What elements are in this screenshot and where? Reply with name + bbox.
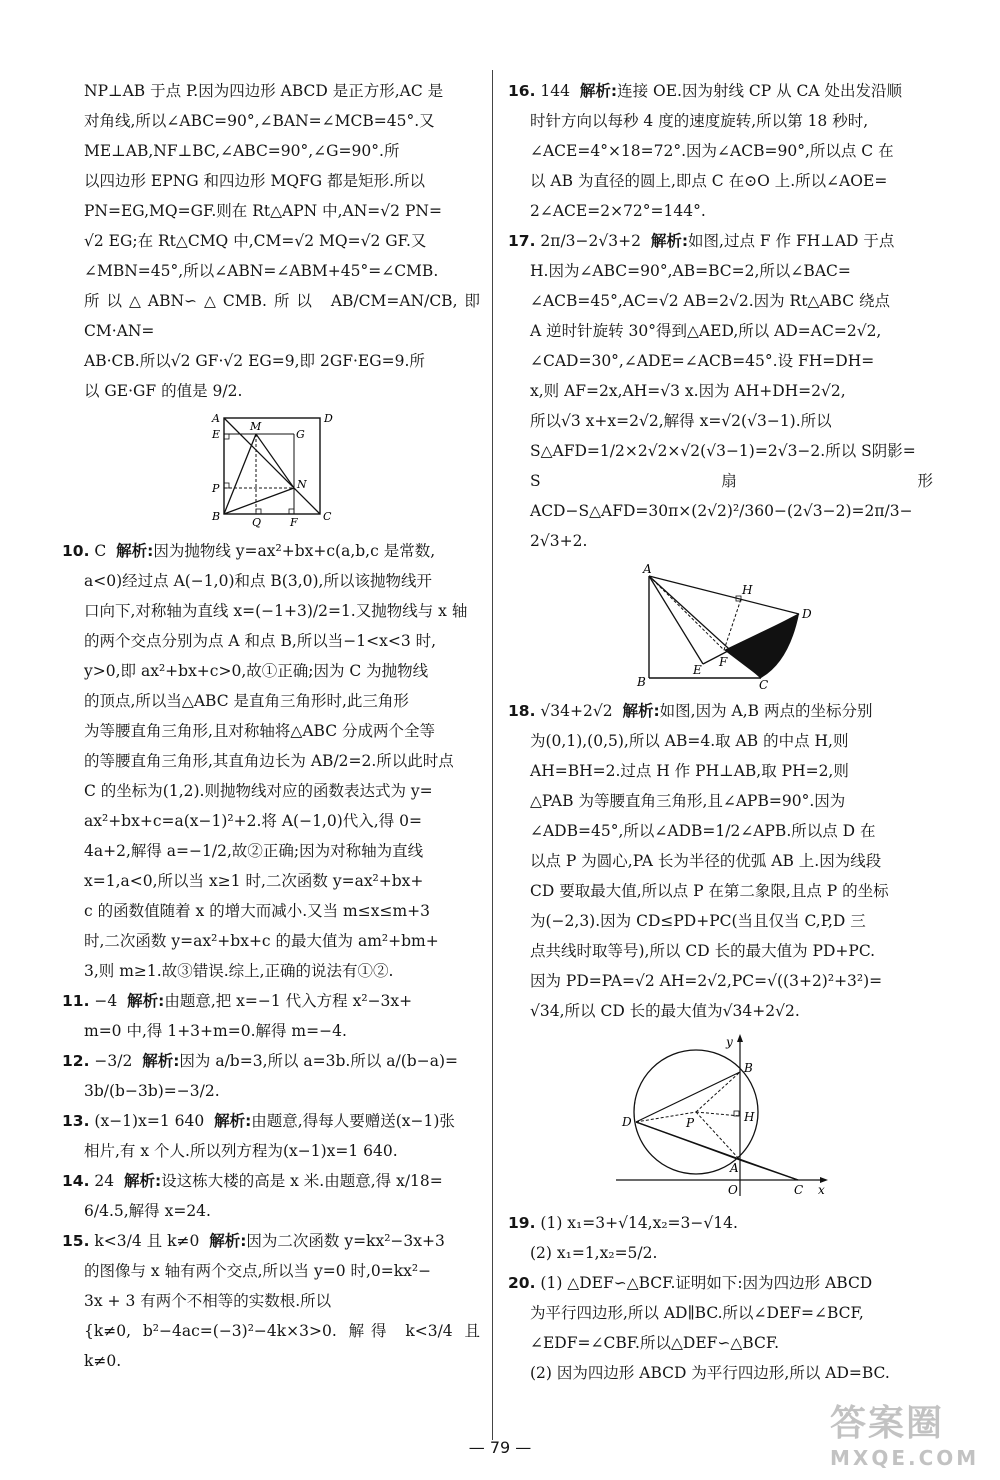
fig2-label-b: B <box>636 675 646 689</box>
q9-solution-continued <box>62 76 480 406</box>
question-number: 16. <box>508 82 536 100</box>
text-line: 3,则 m≥1.故③错误.综上,正确的说法有①②. <box>84 962 394 980</box>
analysis-label: 解析: <box>209 1232 247 1250</box>
analysis-label: 解析: <box>650 232 689 250</box>
text-line: 4a+2,解得 a=−1/2,故②正确;因为对称轴为直线 <box>84 842 424 860</box>
q18-solution <box>508 696 933 1026</box>
square-figure <box>206 412 336 530</box>
fig1-label-d: D <box>324 412 333 425</box>
analysis-label: 解析: <box>214 1112 252 1130</box>
answer: k<3/4 且 k≠0 <box>94 1232 200 1250</box>
text-line: 的两个交点分别为点 A 和点 B,所以当−1<x<3 时, <box>84 632 437 650</box>
q12-solution <box>62 1046 480 1106</box>
question-number: 14. <box>62 1172 90 1190</box>
text-line: 相片,有 x 个人.所以列方程为(x−1)x=1 640. <box>84 1142 398 1160</box>
column-divider <box>492 70 493 1440</box>
text-line: 以 GE·GF 的值是 9/2. <box>84 382 243 400</box>
text-line: 2√3+2. <box>530 532 588 550</box>
answer: 2π/3−2√3+2 <box>540 232 641 250</box>
text-line: 以四边形 EPNG 和四边形 MQFG 都是矩形.所以 <box>84 172 426 190</box>
watermark <box>830 1395 979 1470</box>
question-number: 12. <box>62 1052 90 1070</box>
fig3-label-h: H <box>743 1110 754 1124</box>
text-line: 由题意,把 x=−1 代入方程 x²−3x+ <box>164 992 413 1010</box>
text-line: 连接 OE.因为射线 CP 从 CA 处出发沿顺 <box>617 82 902 100</box>
question-number: 19. <box>508 1214 536 1232</box>
fig2-label-c: C <box>758 678 768 690</box>
text-line: y>0,即 ax²+bx+c>0,故①正确;因为 C 为抛物线 <box>84 662 429 680</box>
question-number: 10. <box>62 542 90 560</box>
fig1-label-e: E <box>212 428 221 441</box>
q20-solution <box>508 1268 933 1388</box>
text-line: √2 EG;在 Rt△CMQ 中,CM=√2 MQ=√2 GF.又 <box>84 232 427 250</box>
text-line: a<0)经过点 A(−1,0)和点 B(3,0),所以该抛物线开 <box>84 572 432 590</box>
text-line: c 的函数值随着 x 的增大而减小.又当 m≤x≤m+3 <box>84 902 431 920</box>
text-line: 3x + 3 有两个不相等的实数根.所以 <box>84 1292 332 1310</box>
analysis-label: 解析: <box>124 1172 162 1190</box>
text-line: {k≠0, b²−4ac=(−3)²−4k×3>0. 解得 k<3/4 且 k≠0. <box>84 1322 480 1370</box>
text-line: S扇形ACD−S△AFD=30π×(2√2)²/360−(2√3−2)=2π/3− <box>530 472 933 520</box>
text-line: (2) x₁=1,x₂=5/2. <box>530 1244 658 1262</box>
text-line: ME⊥AB,NF⊥BC,∠ABC=90°,∠G=90°.所 <box>84 142 400 160</box>
text-line: 因为二次函数 y=kx²−3x+3 <box>246 1232 445 1250</box>
text-line: 如图,因为 A,B 两点的坐标分别 <box>659 702 873 720</box>
q17-solution <box>508 226 933 556</box>
fig3-label-o: O <box>727 1183 738 1197</box>
analysis-label: 解析: <box>142 1052 180 1070</box>
text-line: H.因为∠ABC=90°,AB=BC=2,所以∠BAC= <box>530 262 851 280</box>
q14-solution <box>62 1166 480 1226</box>
text-line: 口向下,对称轴为直线 x=(−1+3)/2=1.又抛物线与 x 轴 <box>84 602 468 620</box>
analysis-label: 解析: <box>116 542 154 560</box>
text-line: ax²+bx+c=a(x−1)²+2.将 A(−1,0)代入,得 0= <box>84 812 422 830</box>
text-line: 为平行四边形,所以 AD∥BC.所以∠DEF=∠BCF, <box>530 1304 864 1322</box>
analysis-label: 解析: <box>579 82 618 100</box>
fig3-label-y: y <box>725 1035 733 1049</box>
text-line: NP⊥AB 于点 P.因为四边形 ABCD 是正方形,AC 是 <box>84 82 444 100</box>
q15-solution <box>62 1226 480 1376</box>
text-line: 所以√3 x+x=2√2,解得 x=√2(√3−1).所以 <box>530 412 832 430</box>
text-line: √34,所以 CD 长的最大值为√34+2√2. <box>530 1002 800 1020</box>
text-line: 以 AB 为直径的圆上,即点 C 在⊙O 上.所以∠AOE= <box>530 172 888 190</box>
text-line: (1) △DEF∽△BCF.证明如下:因为四边形 ABCD <box>540 1274 873 1292</box>
fig3-label-d: D <box>621 1115 632 1129</box>
question-number: 13. <box>62 1112 90 1130</box>
text-line: 因为抛物线 y=ax²+bx+c(a,b,c 是常数, <box>153 542 436 560</box>
text-line: x=1,a<0,所以当 x≥1 时,二次函数 y=ax²+bx+ <box>84 872 424 890</box>
fig2-label-a: A <box>642 562 652 576</box>
text-line: 对角线,所以∠ABC=90°,∠BAN=∠MCB=45°.又 <box>84 112 435 130</box>
text-line: 的顶点,所以当△ABC 是直角三角形时,此三角形 <box>84 692 409 710</box>
fig2-label-f: F <box>718 655 727 669</box>
text-line: PN=EG,MQ=GF.则在 Rt△APN 中,AN=√2 PN= <box>84 202 442 220</box>
text-line: AB·CB.所以√2 GF·√2 EG=9,即 2GF·EG=9.所 <box>84 352 425 370</box>
text-line: 6/4.5,解得 x=24. <box>84 1202 211 1220</box>
answer: 24 <box>94 1172 115 1190</box>
text-line: ∠CAD=30°,∠ADE=∠ACB=45°.设 FH=DH= <box>530 352 875 370</box>
text-line: 因为 PD=PA=√2 AH=2√2,PC=√((3+2)²+3²)= <box>530 972 883 990</box>
text-line: x,则 AF=2x,AH=√3 x.因为 AH+DH=2√2, <box>530 382 846 400</box>
text-line: 所以△ABN∽△CMB.所以 AB/CM=AN/CB,即 CM·AN= <box>84 292 480 340</box>
text-line: (1) x₁=3+√14,x₂=3−√14. <box>540 1214 738 1232</box>
circle-coordinate-figure <box>606 1032 836 1202</box>
text-line: 3b/(b−3b)=−3/2. <box>84 1082 220 1100</box>
fig3-label-x: x <box>817 1183 825 1197</box>
text-line: 为(−2,3).因为 CD≤PD+PC(当且仅当 C,P,D 三 <box>530 912 866 930</box>
q10-solution <box>62 536 480 986</box>
text-line: 如图,过点 F 作 FH⊥AD 于点 <box>688 232 895 250</box>
text-line: 的等腰直角三角形,其直角边长为 AB/2=2.所以此时点 <box>84 752 454 770</box>
right-column <box>508 76 933 1388</box>
question-number: 15. <box>62 1232 90 1250</box>
watermark-url: MXQE.COM <box>830 1446 980 1470</box>
fig1-label-a: A <box>212 412 220 425</box>
text-line: (2) 因为四边形 ABCD 为平行四边形,所以 AD=BC. <box>530 1364 890 1382</box>
text-line: A 逆时针旋转 30°得到△AED,所以 AD=AC=2√2, <box>530 322 882 340</box>
q16-solution <box>508 76 933 226</box>
text-line: m=0 中,得 1+3+m=0.解得 m=−4. <box>84 1022 347 1040</box>
text-line: C 的坐标为(1,2).则抛物线对应的函数表达式为 y= <box>84 782 433 800</box>
text-line: 为(0,1),(0,5),所以 AB=4.取 AB 的中点 H,则 <box>530 732 849 750</box>
text-line: 的图像与 x 轴有两个交点,所以当 y=0 时,0=kx²− <box>84 1262 432 1280</box>
answer: √34+2√2 <box>540 702 613 720</box>
text-line: 2∠ACE=2×72°=144°. <box>530 202 706 220</box>
text-line: 时针方向以每秒 4 度的速度旋转,所以第 18 秒时, <box>530 112 869 130</box>
text-line: AH=BH=2.过点 H 作 PH⊥AB,取 PH=2,则 <box>530 762 849 780</box>
text-line: 由题意,得每人要赠送(x−1)张 <box>251 1112 455 1130</box>
watermark-main: 答案圈 <box>830 1403 945 1444</box>
question-number: 11. <box>62 992 90 1010</box>
fig1-label-b: B <box>212 510 221 523</box>
text-line: ∠ACB=45°,AC=√2 AB=2√2.因为 Rt△ABC 绕点 <box>530 292 891 310</box>
answer: −4 <box>94 992 118 1010</box>
fig3-label-c: C <box>793 1183 803 1197</box>
question-number: 20. <box>508 1274 536 1292</box>
rotation-figure <box>621 562 821 690</box>
fig1-label-p: P <box>212 482 220 495</box>
question-number: 18. <box>508 702 536 720</box>
fig2-label-h: H <box>741 583 752 597</box>
answer: −3/2 <box>94 1052 133 1070</box>
text-line: ∠ACE=4°×18=72°.因为∠ACB=90°,所以点 C 在 <box>530 142 894 160</box>
text-line: 设这栋大楼的高是 x 米.由题意,得 x/18= <box>161 1172 443 1190</box>
page-number: — 79 — <box>468 1438 532 1457</box>
fig1-label-q: Q <box>252 516 262 529</box>
text-line: ∠ADB=45°,所以∠ADB=1/2∠APB.所以点 D 在 <box>530 822 876 840</box>
question-number: 17. <box>508 232 536 250</box>
text-line: 时,二次函数 y=ax²+bx+c 的最大值为 am²+bm+ <box>84 932 439 950</box>
text-line: △PAB 为等腰直角三角形,且∠APB=90°.因为 <box>530 792 846 810</box>
fig1-label-n: N <box>297 478 307 491</box>
text-line: S△AFD=1/2×2√2×√2(√3−1)=2√3−2.所以 S阴影= <box>530 442 916 460</box>
analysis-label: 解析: <box>622 702 660 720</box>
fig2-label-e: E <box>692 663 702 677</box>
analysis-label: 解析: <box>127 992 165 1010</box>
text-line: ∠MBN=45°,所以∠ABN=∠ABM+45°=∠CMB. <box>84 262 439 280</box>
fig3-label-a: A <box>729 1161 739 1175</box>
q13-solution <box>62 1106 480 1166</box>
text-line: ∠EDF=∠CBF.所以△DEF∽△BCF. <box>530 1334 780 1352</box>
fig3-label-b: B <box>743 1061 753 1075</box>
q19-solution <box>508 1208 933 1268</box>
text-line: 为等腰直角三角形,且对称轴将△ABC 分成两个全等 <box>84 722 436 740</box>
left-column <box>62 76 480 1376</box>
text-line: 以点 P 为圆心,PA 长为半径的优弧 AB 上.因为线段 <box>530 852 882 870</box>
answer: 144 <box>540 82 570 100</box>
fig2-label-d: D <box>801 607 812 621</box>
fig1-label-c: C <box>323 510 332 523</box>
text-line: 因为 a/b=3,所以 a=3b.所以 a/(b−a)= <box>179 1052 458 1070</box>
fig1-label-g: G <box>296 428 305 441</box>
text-line: CD 要取最大值,所以点 P 在第二象限,且点 P 的坐标 <box>530 882 889 900</box>
answer: (x−1)x=1 640 <box>94 1112 205 1130</box>
fig1-label-f: F <box>290 516 298 529</box>
text-line: 点共线时取等号),所以 CD 长的最大值为 PD+PC. <box>530 942 876 960</box>
fig1-label-m: M <box>250 420 262 433</box>
q11-solution <box>62 986 480 1046</box>
fig3-label-p: P <box>685 1116 694 1130</box>
answer: C <box>94 542 107 560</box>
